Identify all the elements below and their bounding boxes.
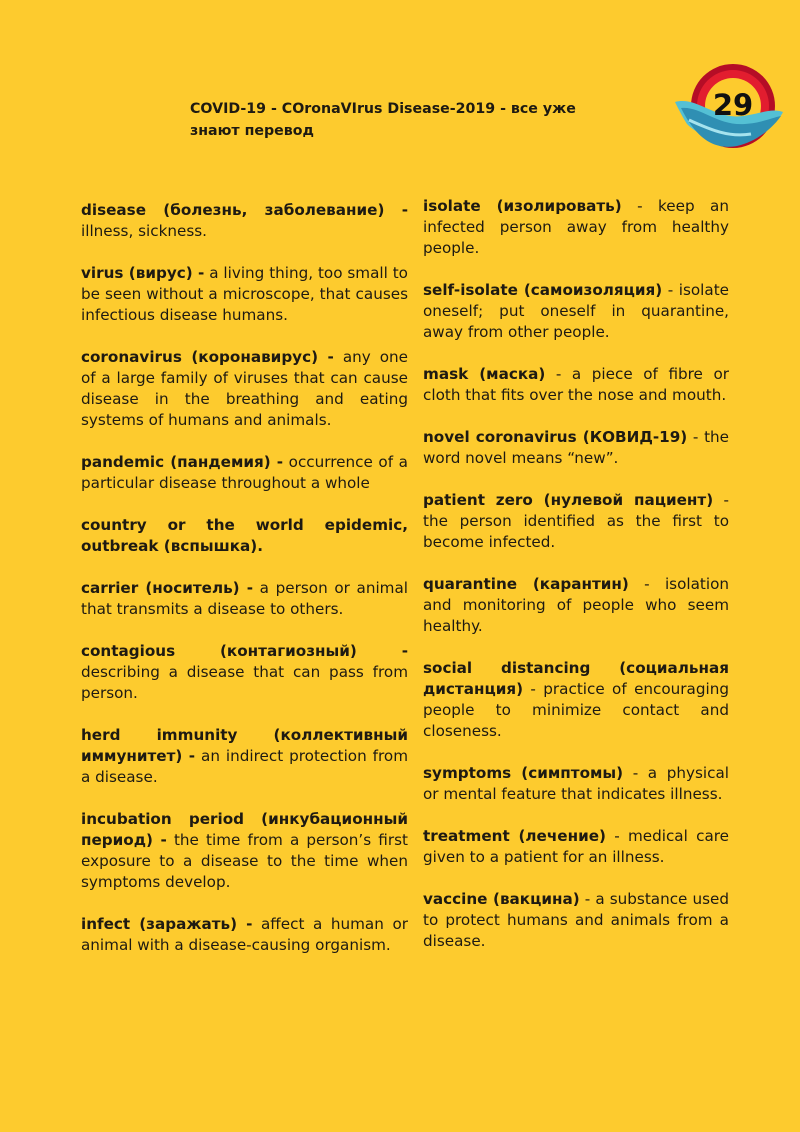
glossary-definition: illness, sickness. <box>81 222 208 240</box>
glossary-entry <box>81 452 408 494</box>
glossary-entry <box>423 763 729 805</box>
glossary-entry <box>81 347 408 431</box>
page-heading <box>190 98 635 142</box>
glossary-term: vaccine (вакцина) <box>423 890 580 908</box>
glossary-term: treatment (лечение) <box>423 827 606 845</box>
glossary-term: virus (вирус) - <box>81 264 205 282</box>
glossary-definition: - isolation and monitoring of people who seem healthy. <box>423 575 730 635</box>
glossary-term: carrier (носитель) - <box>81 579 254 597</box>
glossary-entry <box>423 490 729 553</box>
glossary-term: country or the world epidemic, outbreak (вспышка). <box>81 516 408 555</box>
glossary-term: symptoms (симптомы) <box>423 764 624 782</box>
glossary-term: coronavirus (коронавирус) - <box>81 348 334 366</box>
glossary-term: patient zero (нулевой пациент) <box>423 491 714 509</box>
glossary-definition: describing a disease that can pass from person. <box>81 663 408 702</box>
glossary-definition: - the person identified as the first to become infected. <box>423 491 729 551</box>
glossary-entry <box>81 725 408 788</box>
glossary-definition: - a substance used to protect humans and animals from a disease. <box>423 890 729 950</box>
glossary-entry <box>81 578 408 620</box>
glossary-entry <box>81 263 408 326</box>
glossary-entry <box>423 280 729 343</box>
glossary-term: herd immunity (коллективный иммунитет) - <box>81 726 408 765</box>
glossary-term: novel coronavirus (КОВИД-19) <box>423 428 688 446</box>
glossary-term: social distancing (социальная дистанция) <box>423 659 729 698</box>
glossary-definition: - medical care given to a patient for an illness. <box>423 827 730 866</box>
glossary-definition: - keep an infected person away from healthy people. <box>423 197 729 257</box>
glossary-entry <box>423 427 729 469</box>
glossary-term: self-isolate (самоизоляция) <box>423 281 663 299</box>
heading-line-2: знают перевод <box>190 123 314 139</box>
glossary-definition: an indirect protection from a disease. <box>81 747 408 786</box>
glossary-definition: - isolate oneself; put oneself in quarantine, away from other people. <box>423 281 729 341</box>
glossary-entry <box>423 826 729 868</box>
glossary-term: isolate (изолировать) <box>423 197 622 215</box>
glossary-term: incubation period (инкубационный период) - <box>81 810 408 849</box>
glossary-entry <box>81 914 408 956</box>
glossary-definition: the time from a person’s first exposure to a disease to the time when symptoms develop. <box>81 831 408 891</box>
glossary-term: quarantine (карантин) <box>423 575 629 593</box>
right-glossary-column <box>423 196 729 973</box>
glossary-definition: affect a human or animal with a disease-causing organism. <box>81 915 408 954</box>
glossary-term: pandemic (пандемия) - <box>81 453 284 471</box>
glossary-definition: - practice of encouraging people to minimize contact and closeness. <box>423 680 729 740</box>
heading-line-1: COVID-19 - COronaVIrus Disease-2019 - все уже <box>190 101 576 117</box>
page-number-badge <box>667 58 787 162</box>
glossary-entry <box>423 196 729 259</box>
glossary-definition: occurrence of a particular disease throughout a whole <box>81 453 408 492</box>
glossary-term: disease (болезнь, заболевание) - <box>81 201 408 219</box>
glossary-term: contagious (контагиозный) - <box>81 642 408 660</box>
left-glossary-column <box>81 200 408 977</box>
glossary-definition: a living thing, too small to be seen without a microscope, that causes infectious disease humans. <box>81 264 408 324</box>
glossary-term: infect (заражать) - <box>81 915 253 933</box>
glossary-entry <box>423 364 729 406</box>
glossary-entry <box>81 809 408 893</box>
glossary-entry <box>81 515 408 557</box>
glossary-definition: - a piece of fibre or cloth that fits over the nose and mouth. <box>423 365 729 404</box>
glossary-definition: - the word novel means “new”. <box>423 428 729 467</box>
glossary-entry <box>423 574 729 637</box>
glossary-entry <box>81 641 408 704</box>
glossary-entry <box>423 658 729 742</box>
glossary-definition: any one of a large family of viruses that can cause disease in the breathing and eating systems of humans and animals. <box>81 348 409 429</box>
glossary-definition: - a physical or mental feature that indicates illness. <box>423 764 729 803</box>
glossary-definition: a person or animal that transmits a disease to others. <box>81 579 408 618</box>
glossary-term: mask (маска) <box>423 365 546 383</box>
glossary-entry <box>423 889 729 952</box>
glossary-entry <box>81 200 408 242</box>
page-number: 29 <box>712 88 754 122</box>
